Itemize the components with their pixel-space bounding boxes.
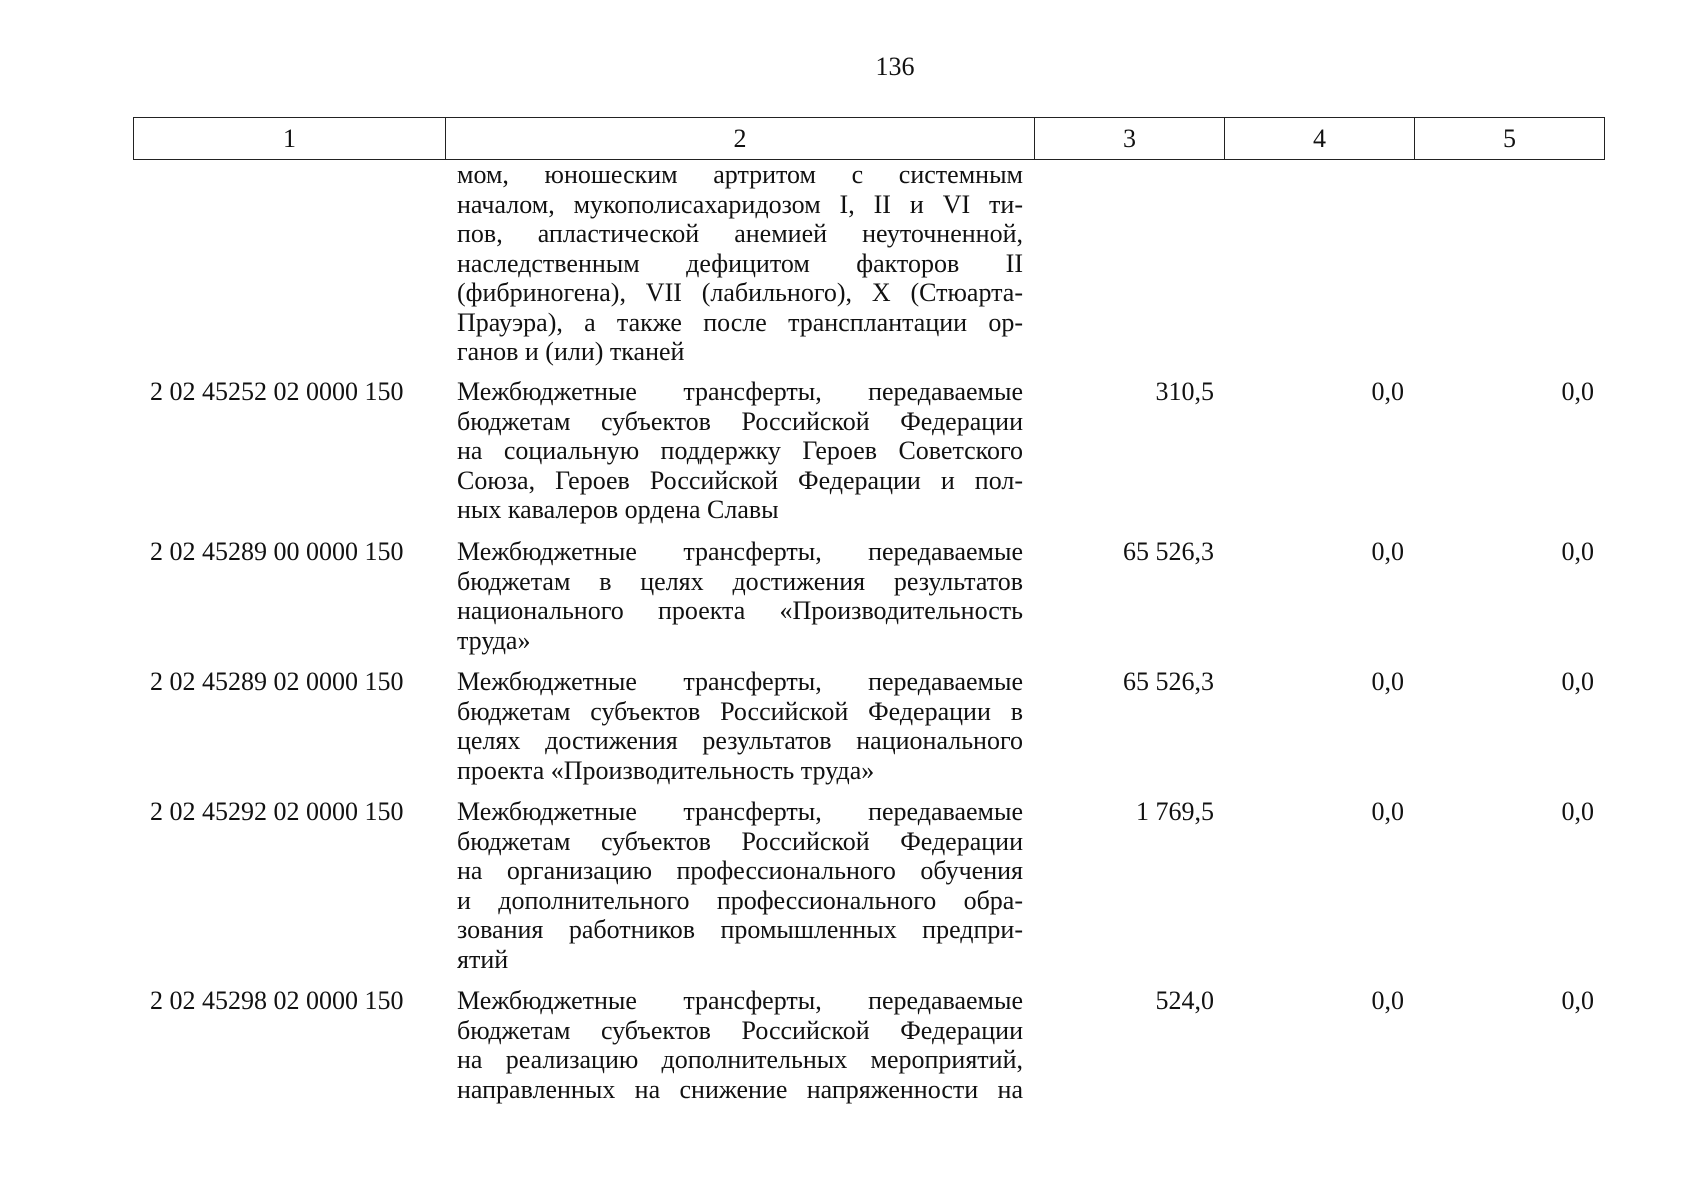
description-line: бюджетам субъектов Российской Федерации <box>457 826 1023 856</box>
description-line: (фибриногена), VII (лабильного), X (Стюарта- <box>457 278 1023 307</box>
description-line: целях достижения результатов национального <box>457 726 1023 755</box>
row-description <box>457 986 1023 1104</box>
description-line: бюджетам субъектов Российской Федерации в <box>457 696 1023 726</box>
table-header <box>133 117 1605 160</box>
description-line: Межбюджетные трансферты, передаваемые <box>457 377 1023 406</box>
description-line: Межбюджетные трансферты, передаваемые <box>457 667 1023 696</box>
row-description <box>457 797 1023 974</box>
header-col-5: 5 <box>1503 123 1516 153</box>
row-code: 2 02 45289 02 0000 150 <box>150 667 404 696</box>
header-col-1: 1 <box>134 118 446 159</box>
description-line: Прауэра), а также после трансплантации ор- <box>457 307 1023 337</box>
description-line: наследственным дефицитом факторов II <box>457 248 1023 278</box>
row-value-col-5: 0,0 <box>1561 797 1594 826</box>
row-code: 2 02 45289 00 0000 150 <box>150 537 404 566</box>
page-number: 136 <box>875 52 915 81</box>
header-col-2: 2 <box>446 118 1035 159</box>
row-value-col-4: 0,0 <box>1371 377 1404 406</box>
row-description <box>457 537 1023 655</box>
row-value-col-5: 0,0 <box>1561 667 1594 696</box>
description-line: бюджетам субъектов Российской Федерации <box>457 1015 1023 1045</box>
row-code: 2 02 45298 02 0000 150 <box>150 986 404 1015</box>
row-code: 2 02 45252 02 0000 150 <box>150 377 404 406</box>
header-col-3: 3 <box>1035 118 1225 159</box>
description-line: бюджетам субъектов Российской Федерации <box>457 406 1023 436</box>
row-value-col-4: 0,0 <box>1371 667 1404 696</box>
header-col-4: 4 <box>1225 118 1415 159</box>
row-value-col-4: 0,0 <box>1371 537 1404 566</box>
row-value-col-4: 0,0 <box>1371 986 1404 1015</box>
description-line: направленных на снижение напряженности на <box>457 1074 1023 1104</box>
row-description <box>457 377 1023 525</box>
description-line: ных кавалеров ордена Славы <box>457 495 779 524</box>
description-line: ятий <box>457 944 509 974</box>
description-line: Межбюджетные трансферты, передаваемые <box>457 537 1023 566</box>
description-line: труда» <box>457 625 531 655</box>
row-value-col-5: 0,0 <box>1561 537 1594 566</box>
row-value-col-3: 1 769,5 <box>1136 797 1214 826</box>
description-line: зования работников промышленных предпри- <box>457 915 1023 944</box>
row-value-col-3: 65 526,3 <box>1123 537 1214 566</box>
description-line: проекта «Производительность труда» <box>457 755 875 785</box>
description-line: национального проекта «Производительность <box>457 596 1023 625</box>
description-line: на организацию профессионального обучения <box>457 856 1023 885</box>
description-line: ганов и (или) тканей <box>457 337 685 366</box>
row-code: 2 02 45292 02 0000 150 <box>150 797 404 826</box>
description-line: Межбюджетные трансферты, передаваемые <box>457 986 1023 1015</box>
description-line: и дополнительного профессионального обра- <box>457 885 1023 915</box>
row-value-col-5: 0,0 <box>1561 986 1594 1015</box>
description-line: на социальную поддержку Героев Советского <box>457 436 1023 465</box>
description-line: на реализацию дополнительных мероприятий, <box>457 1045 1023 1074</box>
description-line: Межбюджетные трансферты, передаваемые <box>457 797 1023 826</box>
row-value-col-3: 310,5 <box>1155 377 1214 406</box>
row-description <box>457 667 1023 785</box>
description-line: началом, мукополисахаридозом I, II и VI ти- <box>457 189 1023 219</box>
row-description <box>457 160 1023 367</box>
description-line: мом, юношеским артритом с системным <box>457 160 1023 189</box>
row-value-col-3: 65 526,3 <box>1123 667 1214 696</box>
description-line: пов, апластической анемией неуточненной, <box>457 219 1023 248</box>
row-value-col-3: 524,0 <box>1155 986 1214 1015</box>
row-value-col-4: 0,0 <box>1371 797 1404 826</box>
description-line: Союза, Героев Российской Федерации и пол- <box>457 465 1023 495</box>
description-line: бюджетам в целях достижения результатов <box>457 566 1023 596</box>
row-value-col-5: 0,0 <box>1561 377 1594 406</box>
